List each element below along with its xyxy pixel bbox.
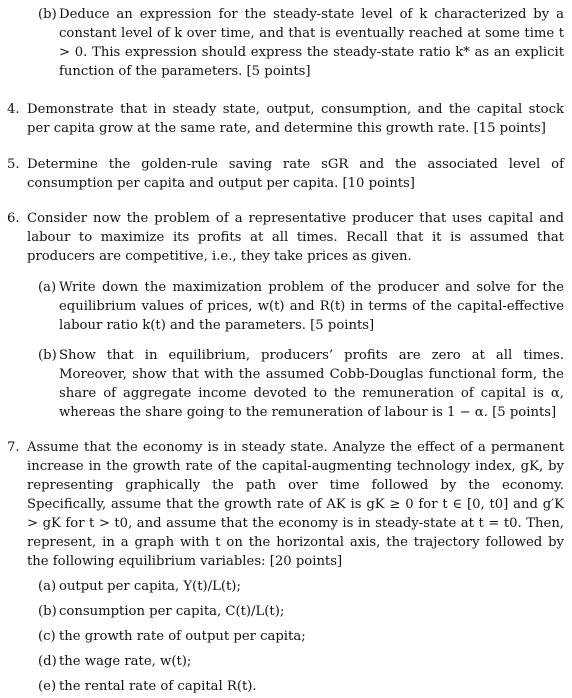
q6a-label: (a) — [38, 280, 57, 295]
q6a-item — [59, 278, 564, 335]
q4-text: Demonstrate that in steady state, output, consumption, and the capital stock per capita grow at the same rate, and determine this growth rate. [15 points] — [27, 102, 564, 136]
q5-label: 5. — [7, 157, 20, 172]
q7-label: 7. — [7, 440, 20, 455]
q7c-label: (c) — [38, 629, 56, 644]
q7b-text: consumption per capita, C(t)/L(t); — [59, 604, 285, 619]
q5-text: Determine the golden-rule saving rate sGR and the associated level of consumption per capita and output per capita. [10 points] — [27, 157, 564, 191]
q5-item — [27, 155, 564, 193]
q6b-label: (b) — [38, 348, 57, 363]
q6b-text: Show that in equilibrium, producers’ profits are zero at all times. Moreover, show that with the assumed Cobb-Douglas functional form, the share of aggregate income devoted to the remuneration of capital is α, whereas the share going to the remuneration of labour is 1 − α. [5 points] — [59, 348, 564, 420]
q7a-text: output per capita, Y(t)/L(t); — [59, 579, 241, 594]
q7a-label: (a) — [38, 579, 57, 594]
q4-label: 4. — [7, 102, 20, 117]
q7d-text: the wage rate, w(t); — [59, 654, 192, 669]
q7d-item — [59, 652, 564, 671]
q6a-text: Write down the maximization problem of the producer and solve for the equilibrium values of prices, w(t) and R(t) in terms of the capital-effective labour ratio k(t) and the parameters. [5 points] — [59, 280, 564, 333]
q7e-label: (e) — [38, 679, 57, 694]
q7e-text: the rental rate of capital R(t). — [59, 679, 257, 694]
q7d-label: (d) — [38, 654, 57, 669]
q3b-text: Deduce an expression for the steady-state level of k characterized by a constant level of k over time, and that is eventually reached at some time t > 0. This expression should express the steady-state ratio k* as an explicit function of the parameters. [5 points] — [59, 7, 564, 79]
q6-text: Consider now the problem of a representative producer that uses capital and labour to maximize its profits at all times. Recall that it is assumed that producers are competitive, i.e., they take prices as given. — [27, 211, 564, 264]
q6b-item — [59, 346, 564, 422]
q4-item — [27, 100, 564, 138]
q7b-label: (b) — [38, 604, 57, 619]
q3b-label: (b) — [38, 7, 57, 22]
q3b-item — [59, 5, 564, 81]
q6-label: 6. — [7, 211, 20, 226]
q7a-item — [59, 577, 564, 596]
q7-item — [27, 438, 564, 571]
q7c-text: the growth rate of output per capita; — [59, 629, 306, 644]
q7e-item — [59, 677, 564, 696]
q7-text: Assume that the economy is in steady state. Analyze the effect of a permanent increase in the growth rate of the capital-augmenting technology index, gK, by representing graphically the path over time followed by the economy. Specifically, assume that the growth rate of AK is gK ≥ 0 for t ∈ [0, t0] and g′K > gK for t > t0, and assume that the economy is in steady-state at t = t0. Then, represent, in a graph with t on the horizontal axis, the trajectory followed by the following equilibrium variables: [20 points] — [27, 440, 564, 569]
q6-item — [27, 209, 564, 266]
q7c-item — [59, 627, 564, 646]
q7b-item — [59, 602, 564, 621]
